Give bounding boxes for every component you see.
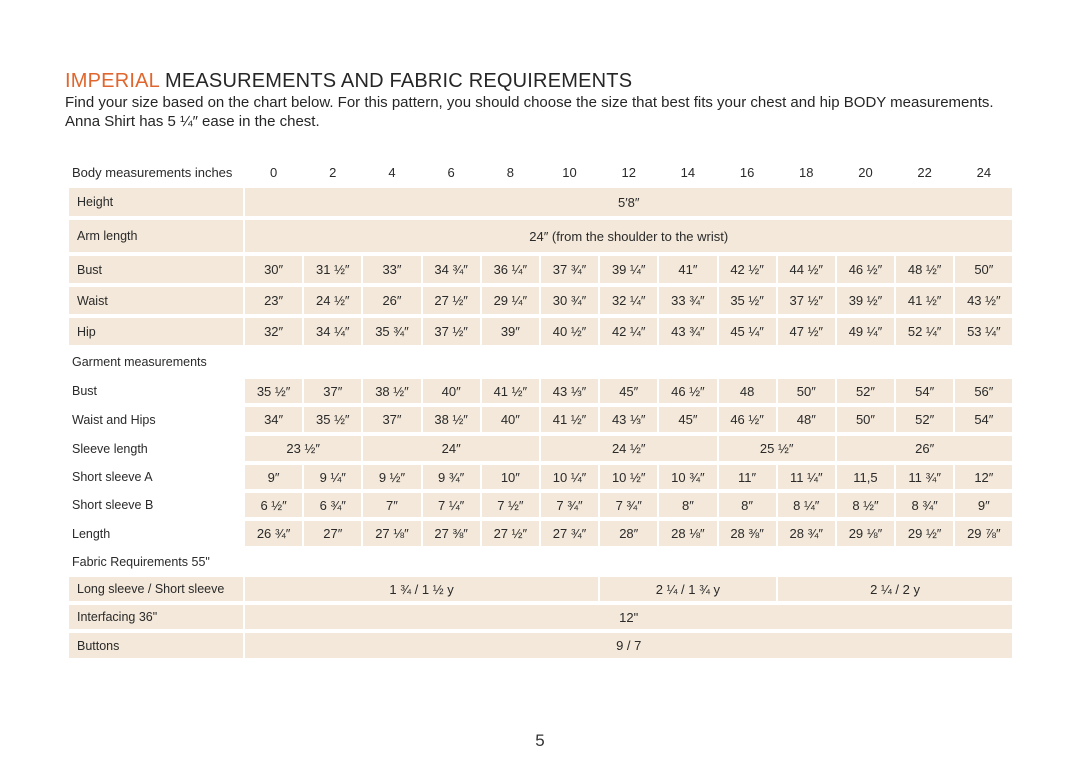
table-cell: 30 ¾″ — [541, 287, 598, 314]
row-label: Waist and Hips — [72, 412, 156, 427]
table-cell: 37 ¾″ — [541, 256, 598, 283]
table-cell: 54″ — [955, 407, 1012, 432]
intro-paragraph: Find your size based on the chart below. For this pattern, you should choose the size that best fits your chest and hip BODY measurements. Anna Shirt has 5 ¼″ ease in the chest. — [65, 94, 994, 130]
table-cell: 8 ½″ — [837, 493, 894, 517]
row-label: Height — [69, 188, 243, 216]
table-cell: 48 — [719, 379, 776, 403]
table-cell: 5′8″ — [245, 188, 1012, 216]
table-cell: 9 ¼″ — [304, 465, 361, 489]
table-cell: 44 ½″ — [778, 256, 835, 283]
table-cell: 8″ — [719, 493, 776, 517]
table-cell: 7″ — [363, 493, 420, 517]
table-cell: 41 ½″ — [541, 407, 598, 432]
table-cell: 23 ½″ — [245, 436, 361, 461]
table-cell: 7 ¾″ — [600, 493, 657, 517]
table-cell: 6 ¾″ — [304, 493, 361, 517]
table-cell: 29 ⅞″ — [955, 521, 1012, 546]
table-cell: 27 ¾″ — [541, 521, 598, 546]
table-cell: 38 ½″ — [363, 379, 420, 403]
table-cell: 40″ — [423, 379, 480, 403]
table-cell: 29 ¼″ — [482, 287, 539, 314]
table-cell: 37 ½″ — [423, 318, 480, 345]
table-cell: 25 ½″ — [719, 436, 835, 461]
table-cell: 9″ — [955, 493, 1012, 517]
table-cell: 56″ — [955, 379, 1012, 403]
table-cell: 12″ — [955, 465, 1012, 489]
table-cell: 27 ⅜″ — [423, 521, 480, 546]
table-cell: 50″ — [955, 256, 1012, 283]
section-heading: Fabric Requirements 55" — [72, 554, 210, 569]
size-header-8: 8 — [506, 165, 514, 180]
table-cell: 6 ½″ — [245, 493, 302, 517]
table-cell: 10″ — [482, 465, 539, 489]
size-header-24: 24 — [976, 165, 992, 180]
row-label: Arm length — [69, 220, 243, 252]
size-header-12: 12 — [621, 165, 636, 180]
table-cell: 33″ — [363, 256, 420, 283]
table-cell: 42 ¼″ — [600, 318, 657, 345]
table-cell: 24″ — [363, 436, 539, 461]
table-cell: 11″ — [719, 465, 776, 489]
table-cell: 11 ¼″ — [778, 465, 835, 489]
row-label: Waist — [69, 287, 243, 314]
table-cell: 28 ¾″ — [778, 521, 835, 546]
table-cell: 43 ⅓″ — [541, 379, 598, 403]
table-cell: 49 ¼″ — [837, 318, 894, 345]
table-cell: 2 ¼ / 1 ¾ y — [600, 577, 776, 601]
table-cell: 32 ¼″ — [600, 287, 657, 314]
table-cell: 26″ — [837, 436, 1013, 461]
row-label: Long sleeve / Short sleeve — [69, 577, 243, 601]
table-cell: 38 ½″ — [423, 407, 480, 432]
table-cell: 1 ¾ / 1 ½ y — [245, 577, 598, 601]
table-cell: 42 ½″ — [719, 256, 776, 283]
table-cell: 23″ — [245, 287, 302, 314]
table-cell: 27 ½″ — [482, 521, 539, 546]
table-cell: 41 ½″ — [896, 287, 953, 314]
size-header-18: 18 — [799, 165, 814, 180]
table-cell: 43 ¾″ — [659, 318, 716, 345]
table-cell: 27 ⅛″ — [363, 521, 420, 546]
row-label: Buttons — [69, 633, 243, 658]
table-cell: 46 ½″ — [659, 379, 716, 403]
table-cell: 28 ⅜″ — [719, 521, 776, 546]
table-cell: 39 ½″ — [837, 287, 894, 314]
table-cell: 24 ½″ — [541, 436, 717, 461]
table-cell: 32″ — [245, 318, 302, 345]
table-cell: 48 ½″ — [896, 256, 953, 283]
table-cell: 35 ½″ — [304, 407, 361, 432]
size-header-22: 22 — [917, 165, 932, 180]
table-cell: 26 ¾″ — [245, 521, 302, 546]
table-cell: 37″ — [363, 407, 420, 432]
page-title — [65, 70, 632, 93]
table-cell: 7 ¾″ — [541, 493, 598, 517]
table-cell: 7 ¼″ — [423, 493, 480, 517]
table-cell: 26″ — [363, 287, 420, 314]
size-header-0: 0 — [269, 165, 278, 180]
row-label: Hip — [69, 318, 243, 345]
size-header-20: 20 — [858, 165, 873, 180]
row-label: Sleeve length — [72, 441, 148, 456]
table-cell: 12" — [245, 605, 1012, 629]
table-cell: 39″ — [482, 318, 539, 345]
table-cell: 10 ¾″ — [659, 465, 716, 489]
size-header-6: 6 — [447, 165, 455, 180]
table-cell: 28″ — [600, 521, 657, 546]
table-cell: 41 ½″ — [482, 379, 539, 403]
table-cell: 46 ½″ — [719, 407, 776, 432]
table-cell: 24 ½″ — [304, 287, 361, 314]
size-header-14: 14 — [680, 165, 696, 180]
table-cell: 34 ¼″ — [304, 318, 361, 345]
table-cell: 40″ — [482, 407, 539, 432]
page-number: 5 — [535, 731, 545, 750]
table-cell: 52″ — [837, 379, 894, 403]
table-cell: 8 ¼″ — [778, 493, 835, 517]
table-cell: 50″ — [778, 379, 835, 403]
table-cell: 9 / 7 — [245, 633, 1012, 658]
table-cell: 34″ — [245, 407, 302, 432]
row-label: Interfacing 36" — [69, 605, 243, 629]
table-cell: 48″ — [778, 407, 835, 432]
section-heading: Garment measurements — [72, 355, 207, 369]
table-cell: 45″ — [659, 407, 716, 432]
table-cell: 33 ¾″ — [659, 287, 716, 314]
table-cell: 9 ½″ — [363, 465, 420, 489]
table-cell: 8″ — [659, 493, 716, 517]
table-cell: 31 ½″ — [304, 256, 361, 283]
table-cell: 9″ — [245, 465, 302, 489]
table-cell: 10 ¼″ — [541, 465, 598, 489]
table-cell: 11,5 — [837, 465, 894, 489]
table-cell: 29 ½″ — [896, 521, 953, 546]
table-cell: 43 ⅓″ — [600, 407, 657, 432]
table-cell: 7 ½″ — [482, 493, 539, 517]
table-cell: 45″ — [600, 379, 657, 403]
table-cell: 34 ¾″ — [423, 256, 480, 283]
table-cell: 46 ½″ — [837, 256, 894, 283]
table-cell: 45 ¼″ — [719, 318, 776, 345]
table-cell: 35 ½″ — [245, 379, 302, 403]
table-cell: 37″ — [304, 379, 361, 403]
title-accent: IMPERIAL — [65, 70, 160, 92]
table-cell: 27 ½″ — [423, 287, 480, 314]
table-cell: 53 ¼″ — [955, 318, 1012, 345]
row-label: Short sleeve A — [72, 470, 153, 484]
table-cell: 11 ¾″ — [896, 465, 953, 489]
table-cell: 36 ¼″ — [482, 256, 539, 283]
table-cell: 30″ — [245, 256, 302, 283]
table-cell: 29 ⅛″ — [837, 521, 894, 546]
size-header-4: 4 — [388, 165, 396, 180]
table-cell: 52″ — [896, 407, 953, 432]
table-cell: 35 ½″ — [719, 287, 776, 314]
size-chart-table — [68, 159, 1013, 660]
table-cell: 2 ¼ / 2 y — [778, 577, 1013, 601]
table-cell: 28 ⅛″ — [659, 521, 716, 546]
table-cell: 37 ½″ — [778, 287, 835, 314]
table-cell: 27″ — [304, 521, 361, 546]
row-label: Bust — [72, 384, 98, 398]
row-label: Bust — [69, 256, 243, 283]
header-label: Body measurements inches — [72, 165, 233, 180]
table-cell: 9 ¾″ — [423, 465, 480, 489]
table-cell: 35 ¾″ — [363, 318, 420, 345]
size-header-16: 16 — [739, 165, 755, 180]
table-cell: 39 ¼″ — [600, 256, 657, 283]
row-label: Short sleeve B — [72, 498, 154, 512]
table-cell: 41″ — [659, 256, 716, 283]
table-cell: 24″ (from the shoulder to the wrist) — [245, 220, 1012, 252]
table-cell: 47 ½″ — [778, 318, 835, 345]
size-header-2: 2 — [329, 165, 337, 180]
row-label: Length — [72, 526, 111, 541]
table-cell: 52 ¼″ — [896, 318, 953, 345]
table-cell: 43 ½″ — [955, 287, 1012, 314]
title-rest: MEASUREMENTS AND FABRIC REQUIREMENTS — [159, 70, 633, 92]
table-cell: 40 ½″ — [541, 318, 598, 345]
table-cell: 50″ — [837, 407, 894, 432]
table-cell: 10 ½″ — [600, 465, 657, 489]
table-cell: 8 ¾″ — [896, 493, 953, 517]
table-cell: 54″ — [896, 379, 953, 403]
size-header-10: 10 — [562, 165, 577, 180]
